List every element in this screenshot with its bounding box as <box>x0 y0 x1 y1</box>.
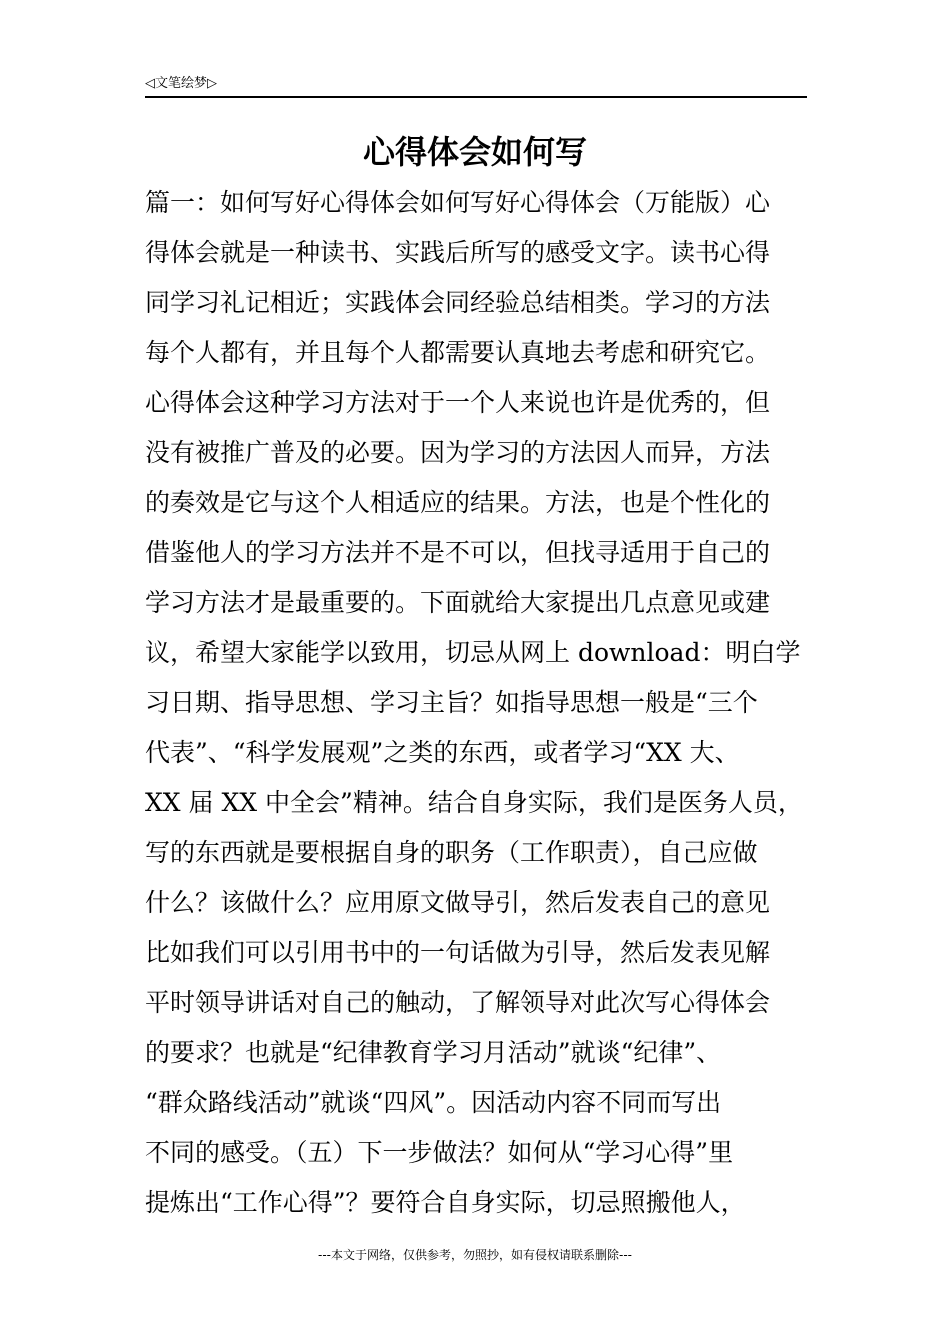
body-line: 没有被推广普及的必要。因为学习的方法因人而异，方法 <box>145 438 771 467</box>
body-line: “群众路线活动”就谈“四风”。因活动内容不同而写出 <box>145 1088 722 1117</box>
body-line: 代表”、“科学发展观”之类的东西，或者学习“XX 大、 <box>145 738 740 767</box>
body-line: 同学习礼记相近；实践体会同经验总结相类。学习的方法 <box>145 288 771 317</box>
body-line: 心得体会这种学习方法对于一个人来说也许是优秀的，但 <box>145 388 771 417</box>
header-label: ◁文笔绘梦▷ <box>145 76 217 91</box>
body-line: 借鉴他人的学习方法并不是不可以，但找寻适用于自己的 <box>145 538 771 567</box>
body-line: 篇一：如何写好心得体会如何写好心得体会（万能版）心 <box>145 188 771 217</box>
body-line: 写的东西就是要根据自身的职务（工作职责），自己应做 <box>145 838 758 867</box>
page-header <box>145 74 807 98</box>
body-line: 议，希望大家能学以致用，切忌从网上 download：明白学 <box>145 638 801 667</box>
body-line: 的要求？也就是“纪律教育学习月活动”就谈“纪律”、 <box>145 1038 722 1067</box>
body-line: 提炼出“工作心得”？要符合自身实际，切忌照搬他人， <box>145 1188 746 1217</box>
body-line: 每个人都有，并且每个人都需要认真地去考虑和研究它。 <box>145 338 771 367</box>
body-line: 得体会就是一种读书、实践后所写的感受文字。读书心得 <box>145 238 771 267</box>
body-line: 的奏效是它与这个人相适应的结果。方法，也是个性化的 <box>145 488 771 517</box>
page-footer: ---本文于网络，仅供参考，勿照抄，如有侵权请联系删除--- <box>318 1248 632 1262</box>
body-line: 学习方法才是最重要的。下面就给大家提出几点意见或建 <box>145 588 771 617</box>
body-line: 什么？该做什么？应用原文做导引，然后发表自己的意见 <box>145 888 771 917</box>
body-line: 比如我们可以引用书中的一句话做为引导，然后发表见解 <box>145 938 771 967</box>
document-body <box>145 178 845 1228</box>
body-line: 习日期、指导思想、学习主旨？如指导思想一般是“三个 <box>145 688 758 717</box>
body-line: 不同的感受。（五）下一步做法？如何从“学习心得”里 <box>145 1138 734 1167</box>
body-line: XX 届 XX 中全会”精神。结合自身实际，我们是医务人员， <box>145 788 803 817</box>
body-line: 平时领导讲话对自己的触动，了解领导对此次写心得体会 <box>145 988 771 1017</box>
document-title: 心得体会如何写 <box>362 133 587 171</box>
